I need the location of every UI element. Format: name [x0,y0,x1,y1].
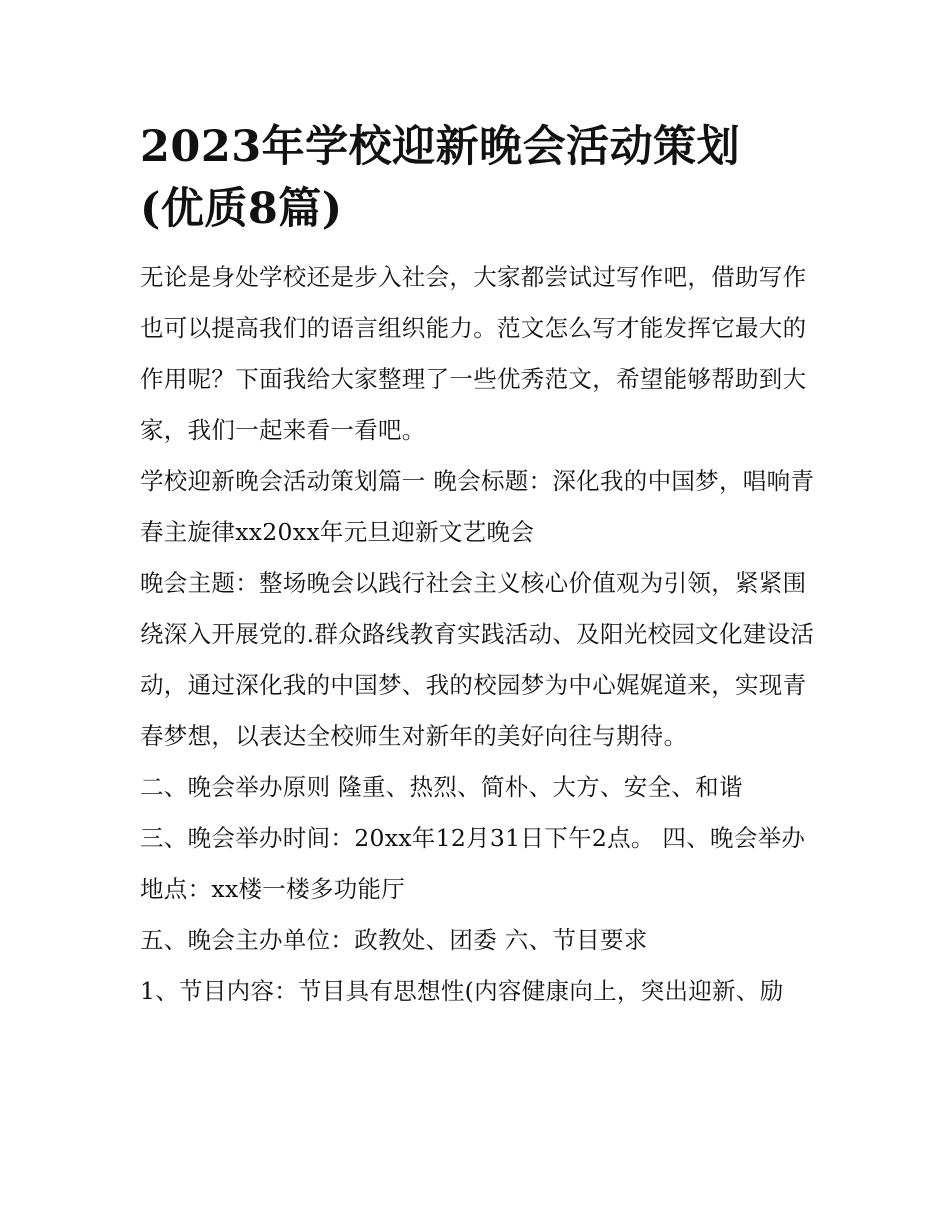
document-page [140,116,815,1017]
document-title [140,116,815,240]
document-title-line-1: 2023年学校迎新晚会活动策划 [140,122,741,172]
document-title-line-2: (优质8篇) [140,184,343,234]
time-location-paragraph: 三、晚会举办时间：20xx年12月31日下午2点。 四、晚会举办地点：xx楼一楼多功能厅 [140,824,806,903]
section-1-heading-paragraph: 学校迎新晚会活动策划篇一 晚会标题：深化我的中国梦，唱响青春主旋律xx20xx年元旦迎新文艺晚会 [140,467,815,546]
principle-paragraph: 二、晚会举办原则 隆重、热烈、简朴、大方、安全、和谐 [140,773,743,801]
intro-paragraph: 无论是身处学校还是步入社会，大家都尝试过写作吧，借助写作也可以提高我们的语言组织能力。范文怎么写才能发挥它最大的作用呢？下面我给大家整理了一些优秀范文，希望能够帮助到大家，我们一起来看一看吧。 [140,263,807,444]
program-content-paragraph: 1、节目内容：节目具有思想性(内容健康向上，突出迎新、励 [140,977,784,1005]
organizer-paragraph: 五、晚会主办单位：政教处、团委 六、节目要求 [140,926,648,954]
theme-paragraph: 晚会主题：整场晚会以践行社会主义核心价值观为引领，紧紧围绕深入开展党的.群众路线教育实践活动、及阳光校园文化建设活动，通过深化我的中国梦、我的校园梦为中心娓娓道来，实现青春梦想，以表达全校师生对新年的美好向往与期待。 [140,569,815,750]
